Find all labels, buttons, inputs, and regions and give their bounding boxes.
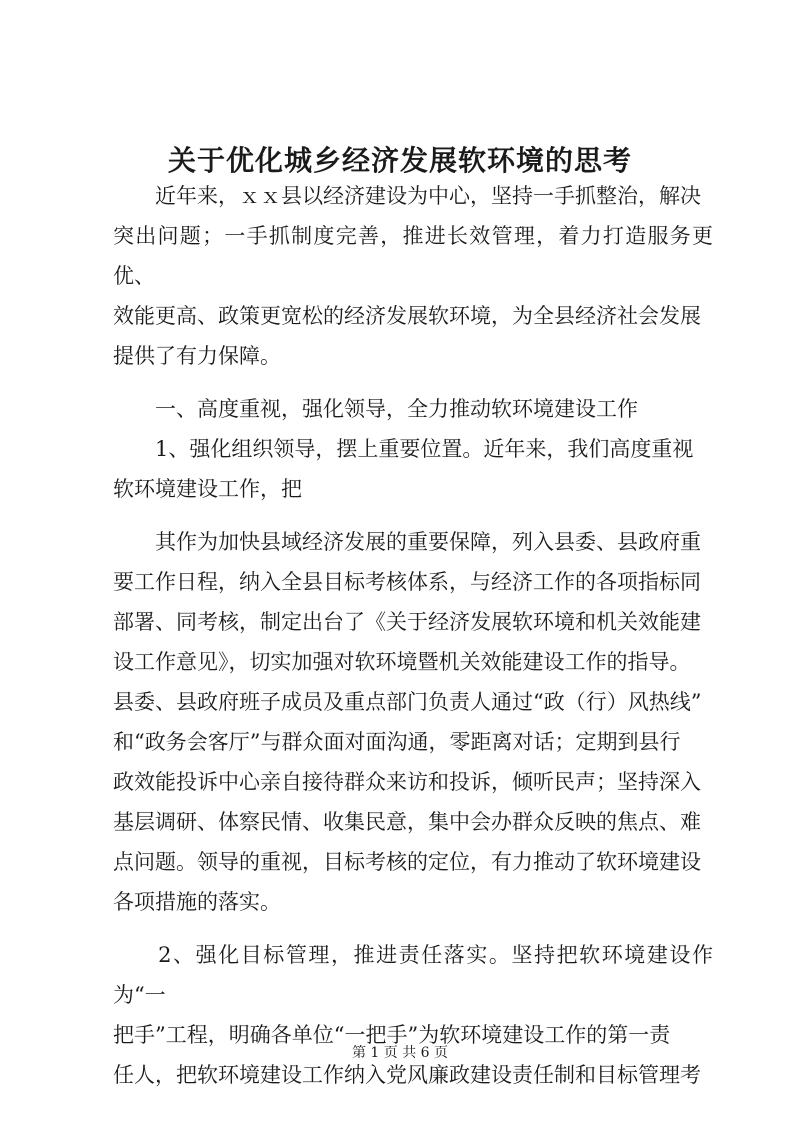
paragraph-line: 部署、同考核，制定出台了《关于经济发展软环境和机关效能建 — [113, 610, 701, 634]
document-body — [113, 176, 713, 1095]
paragraph-line: 突出问题；一手抓制度完善，推进长效管理，着力打造服务更优、 — [113, 224, 713, 288]
paragraph-line: 和“政务会客厅”与群众面对面沟通，零距离对话；定期到县行 — [113, 730, 681, 754]
paragraph-line: 2、强化目标管理，推进责任落实。坚持把软环境建设作为“一 — [113, 943, 713, 1007]
paragraph-line: 基层调研、体察民情、收集民意，集中会办群众反映的焦点、难 — [113, 810, 701, 834]
paragraph-line: 其作为加快县域经济发展的重要保障，列入县委、县政府重 — [113, 530, 701, 554]
paragraph-line: 设工作意见》，切实加强对软环境暨机关效能建设工作的指导。 — [113, 650, 691, 674]
paragraph-line: 各项措施的落实。 — [113, 890, 281, 914]
paragraph-line: 近年来，ｘｘ县以经济建设为中心，坚持一手抓整治，解决 — [113, 184, 701, 208]
paragraph-line: 点问题。领导的重视，目标考核的定位，有力推动了软环境建设 — [113, 850, 701, 874]
page-footer: 第 1 页 共 6 页 — [351, 1045, 449, 1061]
paragraph-line: 软环境建设工作，把 — [113, 477, 302, 501]
paragraph-line: 效能更高、政策更宽松的经济发展软环境，为全县经济社会发展 — [113, 304, 701, 328]
paragraph-line: 县委、县政府班子成员及重点部门负责人通过“政（行）风热线” — [113, 690, 702, 714]
paragraph-line: 把手”工程，明确各单位“一把手”为软环境建设工作的第一责 — [113, 1023, 671, 1047]
paragraph-line: 1、强化组织领导，摆上重要位置。近年来，我们高度重视 — [113, 437, 694, 461]
document-title: 关于优化城乡经济发展软环境的思考 — [167, 144, 632, 177]
paragraph-line: 任人，把软环境建设工作纳入党风廉政建设责任制和目标管理考 — [113, 1063, 701, 1087]
paragraph-line: 提供了有力保障。 — [113, 344, 281, 368]
paragraph-line: 要工作日程，纳入全县目标考核体系，与经济工作的各项指标同 — [113, 570, 701, 594]
paragraph-line: 政效能投诉中心亲自接待群众来访和投诉，倾听民声；坚持深入 — [113, 770, 701, 794]
section-heading: 一、高度重视，强化领导，全力推动软环境建设工作 — [113, 397, 638, 421]
